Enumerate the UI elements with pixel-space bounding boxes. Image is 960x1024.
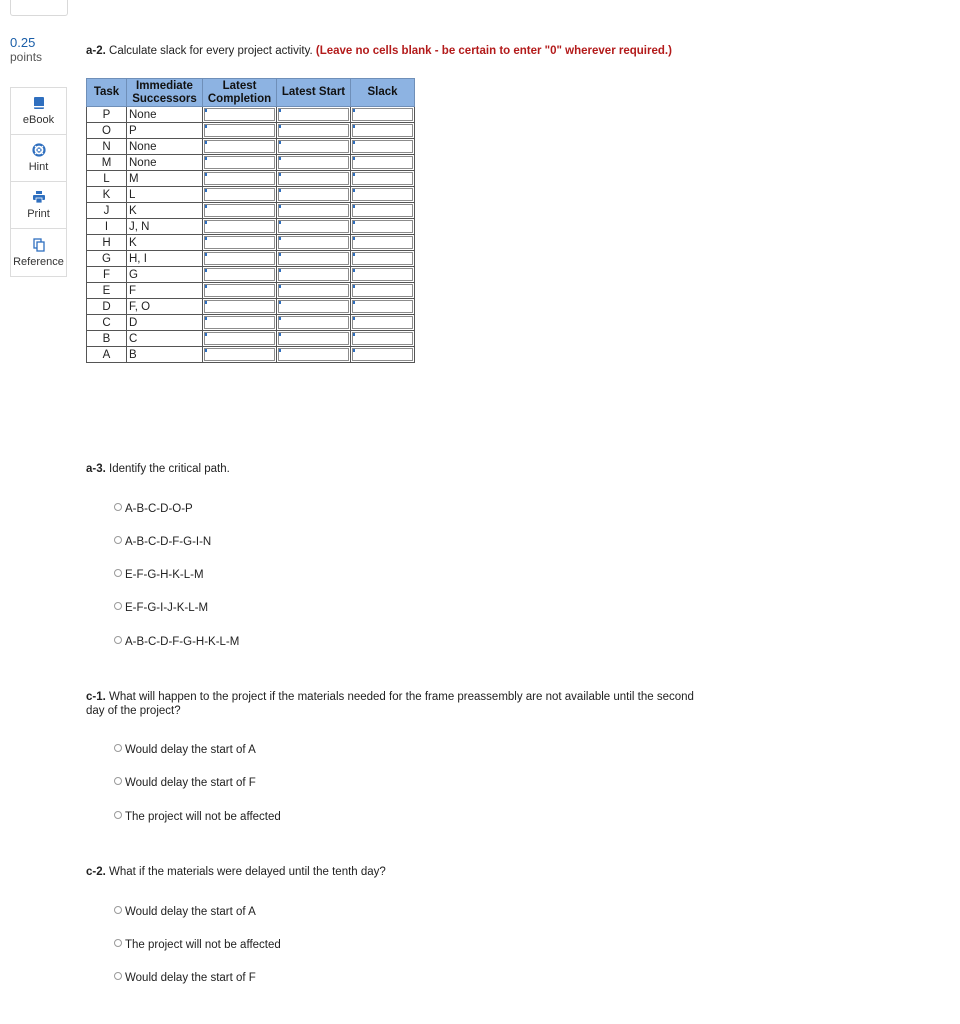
slack-input[interactable] (352, 316, 413, 329)
latest-start-input[interactable] (278, 156, 349, 169)
a3-text: Identify the critical path. (105, 463, 230, 475)
hint-button[interactable] (11, 135, 66, 182)
latest-start-cell (277, 283, 351, 299)
hint-label: Hint (28, 161, 49, 173)
slack-cell (351, 203, 415, 219)
slack-input[interactable] (352, 220, 413, 233)
latest-completion-input[interactable] (204, 316, 275, 329)
printer-icon (32, 190, 46, 204)
option-label: E-F-G-H-K-L-M (125, 569, 204, 581)
latest-start-cell (277, 331, 351, 347)
slack-cell (351, 139, 415, 155)
slack-cell (351, 219, 415, 235)
latest-completion-input[interactable] (204, 284, 275, 297)
c2-option-3[interactable] (114, 972, 256, 984)
latest-completion-cell (203, 235, 277, 251)
latest-completion-input[interactable] (204, 348, 275, 361)
successors-cell: C (127, 331, 203, 347)
latest-start-input[interactable] (278, 332, 349, 345)
latest-start-input[interactable] (278, 172, 349, 185)
task-cell: A (87, 347, 127, 363)
slack-cell (351, 347, 415, 363)
print-button[interactable] (11, 182, 66, 229)
latest-start-input[interactable] (278, 140, 349, 153)
slack-cell (351, 251, 415, 267)
slack-input[interactable] (352, 172, 413, 185)
option-label: Would delay the start of A (125, 906, 256, 918)
ebook-button[interactable] (11, 88, 66, 135)
table-body (87, 107, 415, 363)
latest-completion-input[interactable] (204, 124, 275, 137)
latest-start-input[interactable] (278, 300, 349, 313)
points-label: points (10, 50, 43, 64)
table-header-row (87, 79, 415, 107)
task-cell: H (87, 235, 127, 251)
c1-option-1[interactable] (114, 744, 256, 756)
table-row (87, 139, 415, 155)
radio-button[interactable] (114, 602, 122, 610)
slack-cell (351, 235, 415, 251)
latest-start-cell (277, 267, 351, 283)
table-row (87, 299, 415, 315)
table-row (87, 107, 415, 123)
slack-input[interactable] (352, 108, 413, 121)
points-box (10, 35, 42, 65)
task-cell: P (87, 107, 127, 123)
c1-line2: day of the project? (86, 705, 181, 717)
a2-text: Calculate slack for every project activity. (105, 45, 316, 57)
latest-start-input[interactable] (278, 220, 349, 233)
latest-completion-cell (203, 219, 277, 235)
slack-cell (351, 299, 415, 315)
a2-prefix: a-2. (86, 45, 106, 57)
slack-cell (351, 123, 415, 139)
c1-option-3[interactable] (114, 811, 281, 823)
successors-cell: H, I (127, 251, 203, 267)
table-row (87, 187, 415, 203)
latest-completion-cell (203, 347, 277, 363)
latest-start-cell (277, 219, 351, 235)
slack-cell (351, 171, 415, 187)
latest-start-input[interactable] (278, 204, 349, 217)
slack-cell (351, 315, 415, 331)
table-row (87, 235, 415, 251)
latest-completion-input[interactable] (204, 156, 275, 169)
task-cell: K (87, 187, 127, 203)
lifebuoy-icon (32, 143, 46, 157)
c1-option-2[interactable] (114, 777, 256, 789)
radio-button[interactable] (114, 906, 122, 914)
a2-question (86, 44, 672, 58)
radio-button[interactable] (114, 744, 122, 752)
latest-start-cell (277, 299, 351, 315)
successors-cell: L (127, 187, 203, 203)
option-label: E-F-G-I-J-K-L-M (125, 602, 209, 614)
latest-completion-input[interactable] (204, 140, 275, 153)
successors-cell: D (127, 315, 203, 331)
slack-input[interactable] (352, 348, 413, 361)
tools-panel (10, 87, 67, 277)
latest-start-input[interactable] (278, 284, 349, 297)
latest-start-input[interactable] (278, 252, 349, 265)
latest-completion-cell (203, 171, 277, 187)
radio-button[interactable] (114, 972, 122, 980)
task-cell: O (87, 123, 127, 139)
task-cell: M (87, 155, 127, 171)
book-icon (32, 96, 46, 110)
slack-cell (351, 107, 415, 123)
task-cell: N (87, 139, 127, 155)
reference-label: Reference (13, 255, 64, 268)
slack-input[interactable] (352, 188, 413, 201)
successors-cell: B (127, 347, 203, 363)
latest-completion-cell (203, 107, 277, 123)
successors-cell: K (127, 235, 203, 251)
latest-start-input[interactable] (278, 108, 349, 121)
option-label: Would delay the start of F (125, 972, 256, 984)
slack-table (86, 78, 415, 363)
latest-completion-cell (203, 187, 277, 203)
latest-completion-input[interactable] (204, 268, 275, 281)
c2-prefix: c-2. (86, 866, 106, 878)
latest-completion-cell (203, 299, 277, 315)
option-label: The project will not be affected (125, 811, 281, 823)
a2-warning: (Leave no cells blank - be certain to enter "0" wherever required.) (315, 45, 672, 57)
slack-input[interactable] (352, 124, 413, 137)
radio-button[interactable] (114, 503, 122, 511)
c2-option-2[interactable] (114, 939, 281, 951)
successors-cell: F (127, 283, 203, 299)
c2-option-1[interactable] (114, 906, 256, 918)
table-row (87, 347, 415, 363)
successors-cell: P (127, 123, 203, 139)
latest-start-input[interactable] (278, 124, 349, 137)
slack-cell (351, 331, 415, 347)
successors-cell: K (127, 203, 203, 219)
slack-input[interactable] (352, 300, 413, 313)
a3-prefix: a-3. (86, 463, 106, 475)
a3-option-5[interactable] (114, 636, 239, 648)
task-cell: I (87, 219, 127, 235)
latest-start-input[interactable] (278, 348, 349, 361)
header-task: Task (87, 79, 127, 107)
radio-button[interactable] (114, 811, 122, 819)
radio-button[interactable] (114, 939, 122, 947)
slack-input[interactable] (352, 236, 413, 249)
latest-start-cell (277, 171, 351, 187)
latest-start-input[interactable] (278, 316, 349, 329)
table-row (87, 203, 415, 219)
print-label: Print (27, 208, 50, 220)
slack-input[interactable] (352, 204, 413, 217)
task-cell: J (87, 203, 127, 219)
c2-question (86, 865, 386, 879)
latest-start-cell (277, 251, 351, 267)
table-row (87, 331, 415, 347)
option-label: A-B-C-D-O-P (125, 503, 193, 515)
latest-start-cell (277, 123, 351, 139)
a3-option-2[interactable] (114, 536, 211, 548)
latest-start-input[interactable] (278, 268, 349, 281)
c2-text: What if the materials were delayed until the tenth day? (105, 866, 386, 878)
radio-button[interactable] (114, 777, 122, 785)
latest-completion-cell (203, 251, 277, 267)
c1-line1: What will happen to the project if the materials needed for the frame preassembly are not available until the second (105, 691, 694, 703)
task-cell: L (87, 171, 127, 187)
latest-completion-input[interactable] (204, 236, 275, 249)
slack-input[interactable] (352, 156, 413, 169)
latest-start-cell (277, 107, 351, 123)
latest-completion-input[interactable] (204, 300, 275, 313)
slack-input[interactable] (352, 252, 413, 265)
radio-button[interactable] (114, 536, 122, 544)
successors-cell: M (127, 171, 203, 187)
latest-start-cell (277, 203, 351, 219)
latest-start-cell (277, 139, 351, 155)
c1-question (86, 690, 694, 718)
slack-input[interactable] (352, 140, 413, 153)
latest-completion-input[interactable] (204, 172, 275, 185)
table-row (87, 123, 415, 139)
option-label: Would delay the start of F (125, 777, 256, 789)
latest-completion-cell (203, 283, 277, 299)
previous-panel-edge (10, 0, 68, 16)
latest-completion-cell (203, 267, 277, 283)
successors-cell: None (127, 107, 203, 123)
latest-completion-input[interactable] (204, 252, 275, 265)
header-slack: Slack (351, 79, 415, 107)
latest-completion-cell (203, 203, 277, 219)
successors-cell: J, N (127, 219, 203, 235)
slack-cell (351, 187, 415, 203)
task-cell: G (87, 251, 127, 267)
latest-completion-cell (203, 315, 277, 331)
option-label: The project will not be affected (125, 939, 281, 951)
latest-start-cell (277, 235, 351, 251)
header-latest-start: Latest Start (277, 79, 351, 107)
table-row (87, 315, 415, 331)
header-latest-completion: Latest Completion (203, 79, 277, 107)
latest-start-cell (277, 187, 351, 203)
latest-start-input[interactable] (278, 236, 349, 249)
slack-cell (351, 283, 415, 299)
slack-cell (351, 267, 415, 283)
latest-completion-input[interactable] (204, 108, 275, 121)
task-cell: D (87, 299, 127, 315)
latest-start-cell (277, 347, 351, 363)
latest-completion-input[interactable] (204, 188, 275, 201)
slack-input[interactable] (352, 332, 413, 345)
option-label: A-B-C-D-F-G-I-N (125, 536, 212, 548)
a3-option-1[interactable] (114, 503, 193, 515)
successors-cell: None (127, 139, 203, 155)
table-row (87, 155, 415, 171)
a3-option-4[interactable] (114, 602, 208, 614)
c1-prefix: c-1. (86, 691, 106, 703)
ebook-label: eBook (22, 114, 55, 126)
latest-completion-cell (203, 331, 277, 347)
task-cell: C (87, 315, 127, 331)
a3-question (86, 462, 230, 476)
latest-start-input[interactable] (278, 188, 349, 201)
successors-cell: G (127, 267, 203, 283)
option-label: Would delay the start of A (125, 744, 256, 756)
radio-button[interactable] (114, 569, 122, 577)
table-row (87, 251, 415, 267)
latest-completion-input[interactable] (204, 204, 275, 217)
slack-input[interactable] (352, 268, 413, 281)
latest-completion-cell (203, 139, 277, 155)
a3-option-3[interactable] (114, 569, 204, 581)
latest-completion-cell (203, 155, 277, 171)
successors-cell: None (127, 155, 203, 171)
header-immediate-successors: Immediate Successors (127, 79, 203, 107)
slack-input[interactable] (352, 284, 413, 297)
table-row (87, 219, 415, 235)
latest-completion-input[interactable] (204, 332, 275, 345)
table-row (87, 171, 415, 187)
latest-completion-input[interactable] (204, 220, 275, 233)
points-value: 0.25 (10, 35, 36, 50)
successors-cell: F, O (127, 299, 203, 315)
table-row (87, 267, 415, 283)
latest-start-cell (277, 155, 351, 171)
task-cell: B (87, 331, 127, 347)
copy-icon (32, 238, 46, 252)
option-label: A-B-C-D-F-G-H-K-L-M (125, 636, 240, 648)
reference-button[interactable] (11, 229, 66, 276)
task-cell: F (87, 267, 127, 283)
table-row (87, 283, 415, 299)
radio-button[interactable] (114, 636, 122, 644)
slack-cell (351, 155, 415, 171)
task-cell: E (87, 283, 127, 299)
latest-completion-cell (203, 123, 277, 139)
latest-start-cell (277, 315, 351, 331)
